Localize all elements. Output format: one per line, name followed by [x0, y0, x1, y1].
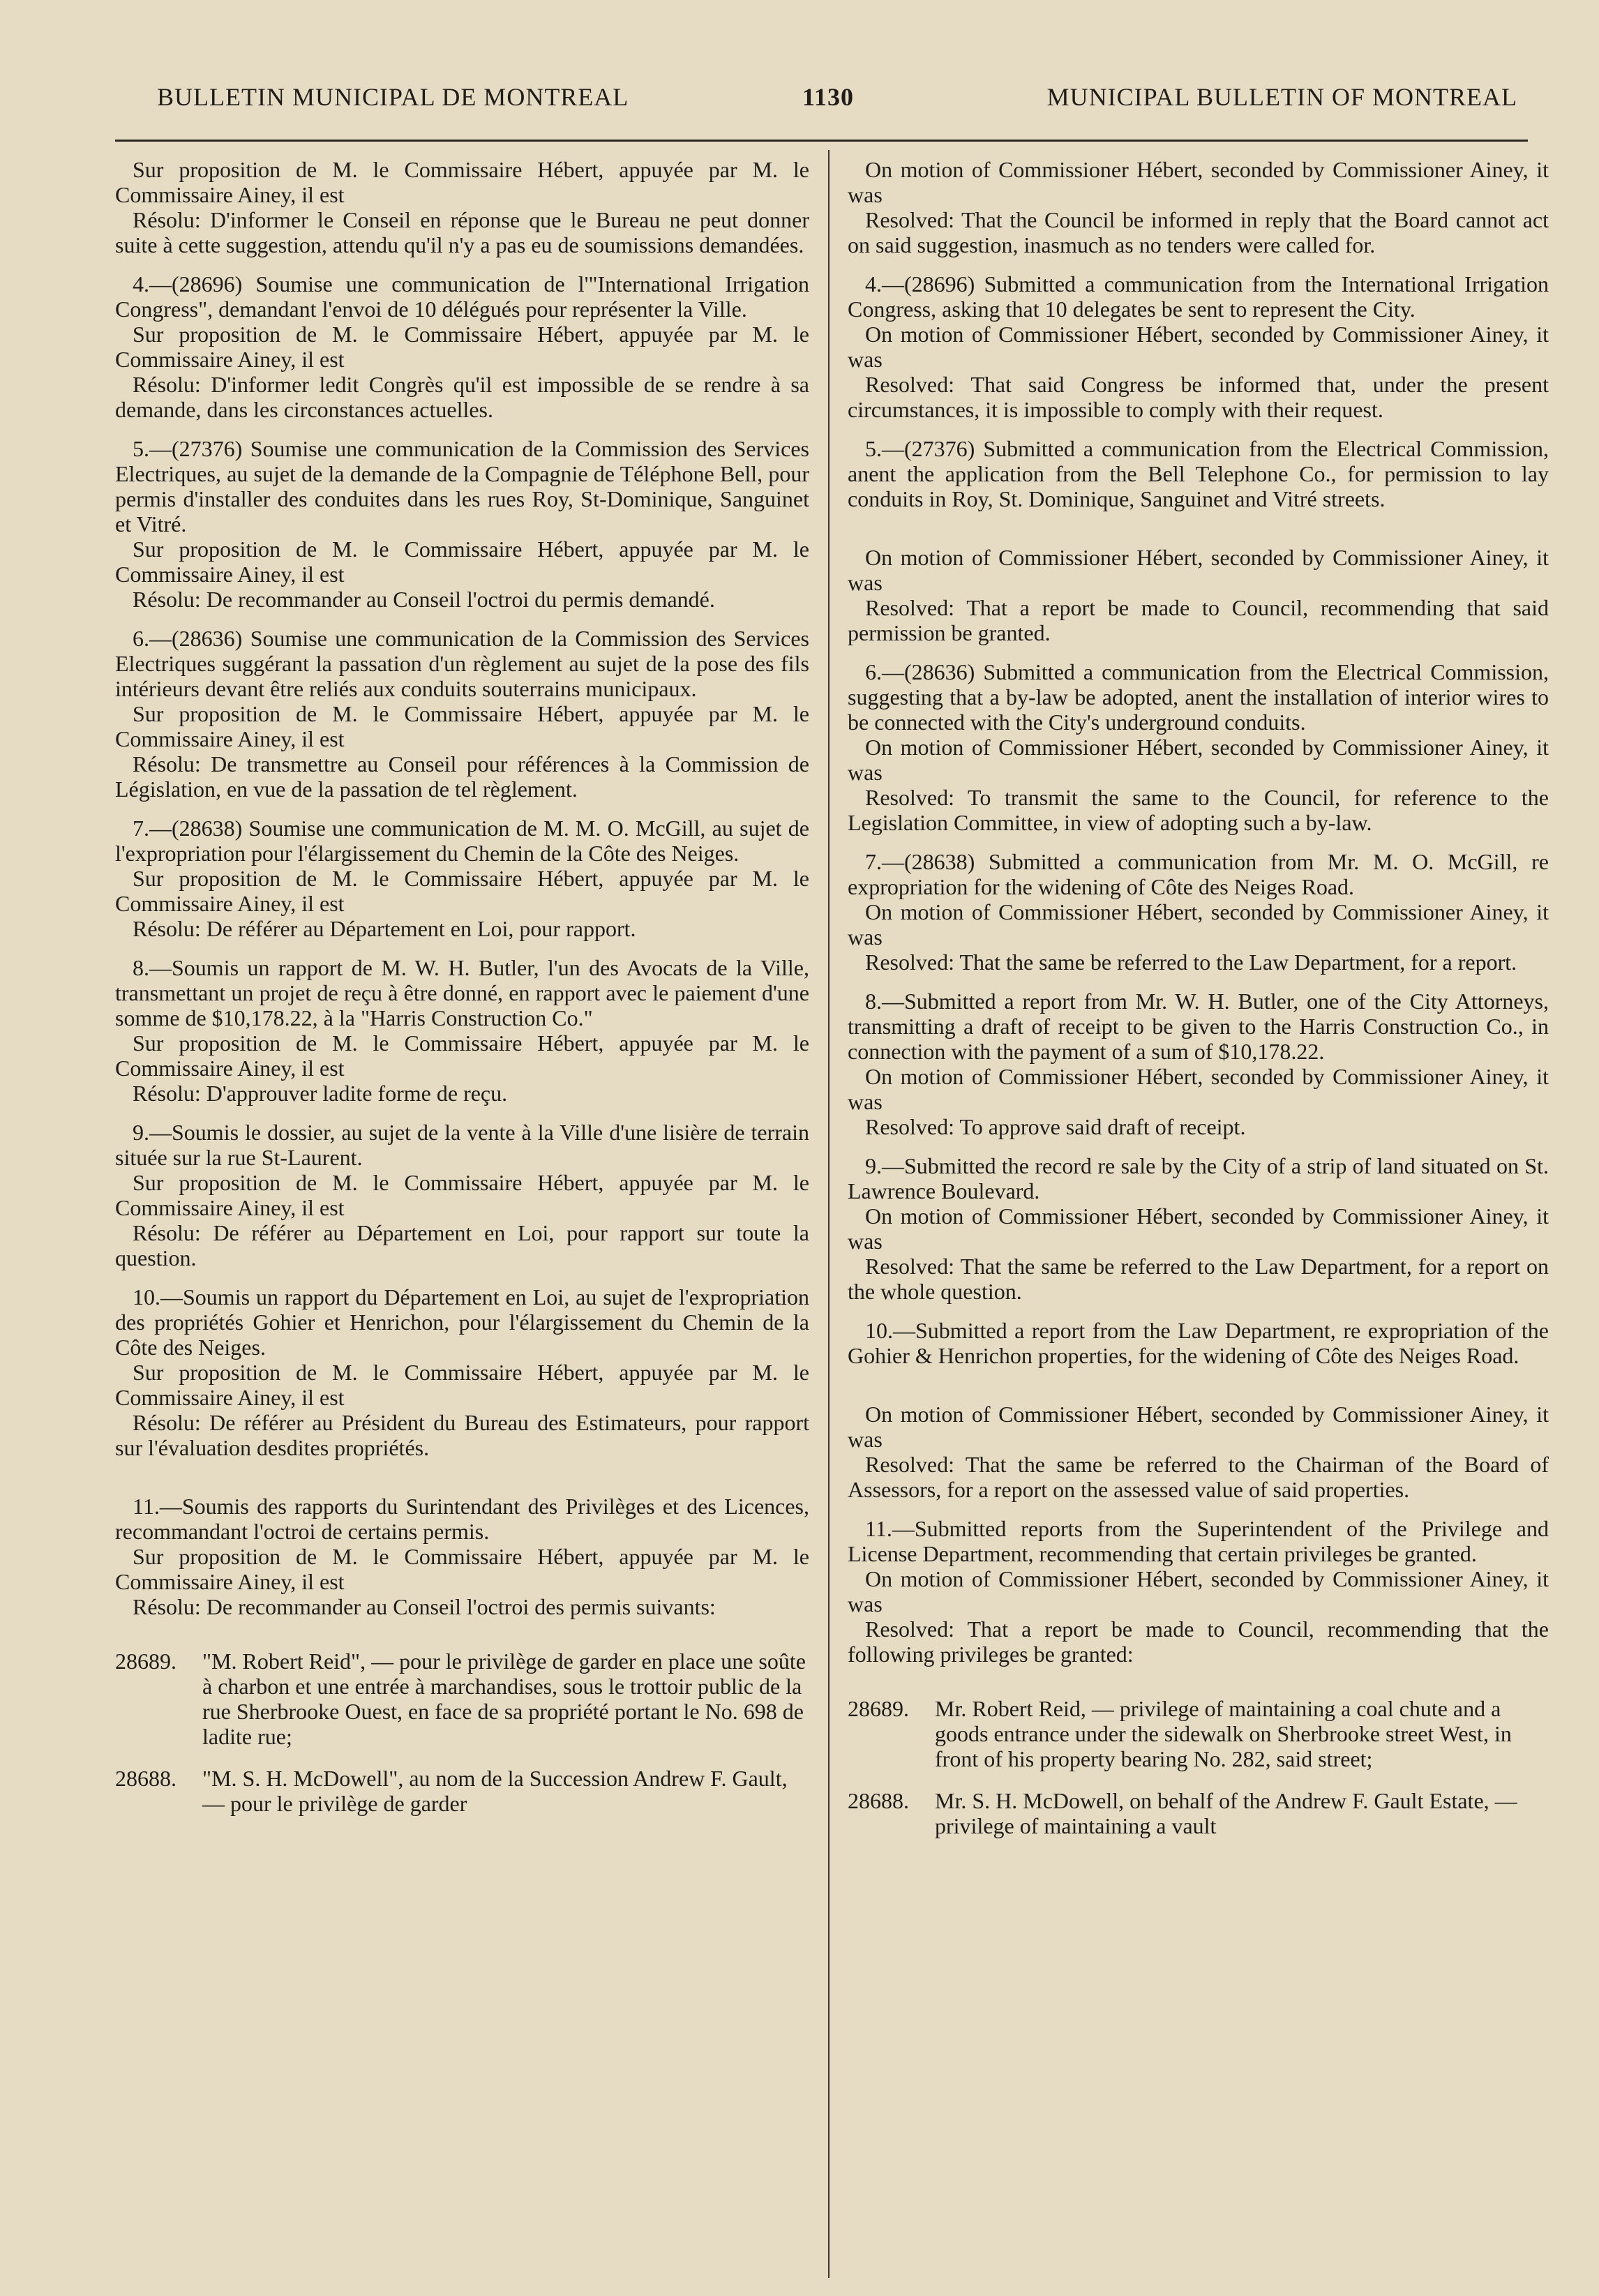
fr-resolution-9: Résolu: De référer au Département en Loi, pour rapport sur toute la question. [115, 1220, 809, 1270]
fr-motion-11: Sur proposition de M. le Commissaire Hébert, appuyée par M. le Commissaire Ainey, il est [115, 1544, 809, 1594]
fr-resolution-6: Résolu: De transmettre au Conseil pour références à la Commission de Législation, en vue de la passation de tel règlement. [115, 751, 809, 802]
fr-permit-text: "M. Robert Reid", — pour le privilège de garder en place une soûte à charbon et une entrée à marchandises, sous le trottoir public de la rue Sherbrooke Ouest, en face de sa propriété portant le No. 698 de ladite rue; [202, 1649, 806, 1749]
fr-motion-7: Sur proposition de M. le Commissaire Hébert, appuyée par M. le Commissaire Ainey, il est [115, 866, 809, 916]
en-item-5: 5.—(27376) Submitted a communication from the Electrical Commission, anent the application from the Bell Telephone Co., for permission to lay conduits in Roy, St. Dominique, Sanguinet and Vitré streets. [848, 436, 1549, 511]
en-permit-number: 28688. [848, 1788, 909, 1813]
en-item-4: 4.—(28696) Submitted a communication from the International Irrigation Congress, asking that 10 delegates be sent to represent the City. [848, 271, 1549, 322]
french-column [115, 157, 809, 1816]
fr-item-7: 7.—(28638) Soumise une communication de M. M. O. McGill, au sujet de l'expropriation pour l'élargissement du Chemin de la Côte des Neiges. [115, 816, 809, 866]
en-resolution-9: Resolved: That the same be referred to the Law Department, for a report on the whole question. [848, 1254, 1549, 1304]
header-rule [115, 140, 1528, 142]
en-resolution-8: Resolved: To approve said draft of receipt. [865, 1114, 1246, 1139]
fr-motion-9: Sur proposition de M. le Commissaire Hébert, appuyée par M. le Commissaire Ainey, il est [115, 1170, 809, 1220]
fr-permit-number: 28688. [115, 1766, 177, 1791]
fr-motion-6: Sur proposition de M. le Commissaire Hébert, appuyée par M. le Commissaire Ainey, il est [115, 701, 809, 751]
en-permit-text: Mr. S. H. McDowell, on behalf of the Andrew F. Gault Estate, — privilege of maintaining a vault [935, 1788, 1517, 1838]
english-column [848, 157, 1549, 1838]
fr-item-5: 5.—(27376) Soumise une communication de la Commission des Services Electriques, au sujet de la demande de la Compagnie de Téléphone Bell, pour permis d'installer des conduites dans les rues Roy, St-Dominique, Sanguinet et Vitré. [115, 436, 809, 537]
en-motion-4: On motion of Commissioner Hébert, seconded by Commissioner Ainey, it was [848, 322, 1549, 372]
fr-permit-number: 28689. [115, 1649, 177, 1674]
en-motion-10: On motion of Commissioner Hébert, seconded by Commissioner Ainey, it was [848, 1402, 1549, 1452]
fr-permit-28689 [115, 1649, 809, 1749]
fr-item-11: 11.—Soumis des rapports du Surintendant des Privilèges et des Licences, recommandant l'octroi de certains permis. [115, 1494, 809, 1544]
header-title-english: MUNICIPAL BULLETIN OF MONTREAL [1046, 83, 1517, 111]
en-motion-11: On motion of Commissioner Hébert, seconded by Commissioner Ainey, it was [848, 1566, 1549, 1616]
en-permit-28689 [848, 1696, 1549, 1771]
fr-permit-28688 [115, 1766, 809, 1816]
fr-item-6: 6.—(28636) Soumise une communication de la Commission des Services Electriques suggérant la passation d'un règlement au sujet de la pose des fils intérieurs devant être reliés aux conduits souterrains municipaux. [115, 626, 809, 701]
fr-motion-5: Sur proposition de M. le Commissaire Hébert, appuyée par M. le Commissaire Ainey, il est [115, 537, 809, 587]
en-motion-8: On motion of Commissioner Hébert, seconded by Commissioner Ainey, it was [848, 1064, 1549, 1114]
page-number: 1130 [802, 83, 855, 111]
en-motion-6: On motion of Commissioner Hébert, seconded by Commissioner Ainey, it was [848, 735, 1549, 785]
en-item-11: 11.—Submitted reports from the Superintendent of the Privilege and License Department, recommending that certain privileges be granted. [848, 1516, 1549, 1566]
en-motion-1: On motion of Commissioner Hébert, seconded by Commissioner Ainey, it was [848, 157, 1549, 207]
en-permit-number: 28689. [848, 1696, 909, 1721]
en-resolution-6: Resolved: To transmit the same to the Council, for reference to the Legislation Committee, in view of adopting such a by-law. [848, 785, 1549, 835]
en-resolution-5: Resolved: That a report be made to Council, recommending that said permission be granted. [848, 595, 1549, 645]
en-motion-5: On motion of Commissioner Hébert, seconded by Commissioner Ainey, it was [848, 545, 1549, 595]
fr-resolution-5: Résolu: De recommander au Conseil l'octroi du permis demandé. [133, 587, 715, 612]
fr-item-4: 4.—(28696) Soumise une communication de l'"International Irrigation Congress", demandant l'envoi de 10 délégués pour représenter la Ville. [115, 271, 809, 322]
fr-permit-text: "M. S. H. McDowell", au nom de la Succession Andrew F. Gault, — pour le privilège de garder [202, 1766, 788, 1816]
en-resolution-10: Resolved: That the same be referred to the Chairman of the Board of Assessors, for a report on the assessed value of said properties. [848, 1452, 1549, 1502]
header-title-french: BULLETIN MUNICIPAL DE MONTREAL [157, 83, 629, 111]
fr-resolution-1: Résolu: D'informer le Conseil en réponse que le Bureau ne peut donner suite à cette suggestion, attendu qu'il n'y a pas eu de soumissions demandées. [115, 207, 809, 257]
fr-resolution-10: Résolu: De référer au Président du Bureau des Estimateurs, pour rapport sur l'évaluation desdites propriétés. [115, 1410, 809, 1460]
fr-motion-1: Sur proposition de M. le Commissaire Hébert, appuyée par M. le Commissaire Ainey, il est [115, 157, 809, 207]
en-resolution-1: Resolved: That the Council be informed in reply that the Board cannot act on said suggestion, inasmuch as no tenders were called for. [848, 207, 1549, 257]
en-motion-9: On motion of Commissioner Hébert, seconded by Commissioner Ainey, it was [848, 1203, 1549, 1254]
en-item-8: 8.—Submitted a report from Mr. W. H. Butler, one of the City Attorneys, transmitting a draft of receipt to be given to the Harris Construction Co., in connection with the payment of a sum of $10,178.22. [848, 989, 1549, 1064]
fr-motion-4: Sur proposition de M. le Commissaire Hébert, appuyée par M. le Commissaire Ainey, il est [115, 322, 809, 372]
column-divider [828, 150, 829, 2278]
en-resolution-7: Resolved: That the same be referred to the Law Department, for a report. [865, 950, 1517, 975]
fr-resolution-4: Résolu: D'informer ledit Congrès qu'il est impossible de se rendre à sa demande, dans les circonstances actuelles. [115, 372, 809, 422]
en-item-7: 7.—(28638) Submitted a communication from Mr. M. O. McGill, re expropriation for the widening of Côte des Neiges Road. [848, 849, 1549, 899]
en-motion-7: On motion of Commissioner Hébert, seconded by Commissioner Ainey, it was [848, 899, 1549, 950]
en-item-9: 9.—Submitted the record re sale by the City of a strip of land situated on St. Lawrence Boulevard. [848, 1153, 1549, 1203]
fr-motion-8: Sur proposition de M. le Commissaire Hébert, appuyée par M. le Commissaire Ainey, il est [115, 1030, 809, 1081]
fr-item-10: 10.—Soumis un rapport du Département en Loi, au sujet de l'expropriation des propriétés Gohier et Henrichon, pour l'élargissement du Chemin de la Côte des Neiges. [115, 1284, 809, 1360]
en-resolution-11: Resolved: That a report be made to Council, recommending that the following privileges be granted: [848, 1616, 1549, 1667]
fr-motion-10: Sur proposition de M. le Commissaire Hébert, appuyée par M. le Commissaire Ainey, il est [115, 1360, 809, 1410]
fr-item-8: 8.—Soumis un rapport de M. W. H. Butler, l'un des Avocats de la Ville, transmettant un projet de reçu à être donné, en rapport avec le paiement d'une somme de $10,178.22, à la "Harris Construction Co." [115, 955, 809, 1030]
en-item-10: 10.—Submitted a report from the Law Department, re expropriation of the Gohier & Henrichon properties, for the widening of Côte des Neiges Road. [848, 1318, 1549, 1368]
fr-resolution-8: Résolu: D'approuver ladite forme de reçu. [133, 1081, 508, 1106]
en-permit-28688 [848, 1788, 1549, 1838]
en-permit-text: Mr. Robert Reid, — privilege of maintaining a coal chute and a goods entrance under the sidewalk on Sherbrooke street West, in front of his property bearing No. 282, said street; [935, 1696, 1512, 1771]
fr-resolution-7: Résolu: De référer au Département en Loi, pour rapport. [133, 916, 636, 941]
fr-item-9: 9.—Soumis le dossier, au sujet de la vente à la Ville d'une lisière de terrain située sur la rue St-Laurent. [115, 1120, 809, 1170]
page-header [157, 82, 1517, 124]
en-item-6: 6.—(28636) Submitted a communication from the Electrical Commission, suggesting that a by-law be adopted, anent the installation of interior wires to be connected with the City's underground conduits. [848, 659, 1549, 735]
fr-resolution-11: Résolu: De recommander au Conseil l'octroi des permis suivants: [133, 1594, 716, 1619]
en-resolution-4: Resolved: That said Congress be informed that, under the present circumstances, it is impossible to comply with their request. [848, 372, 1549, 422]
